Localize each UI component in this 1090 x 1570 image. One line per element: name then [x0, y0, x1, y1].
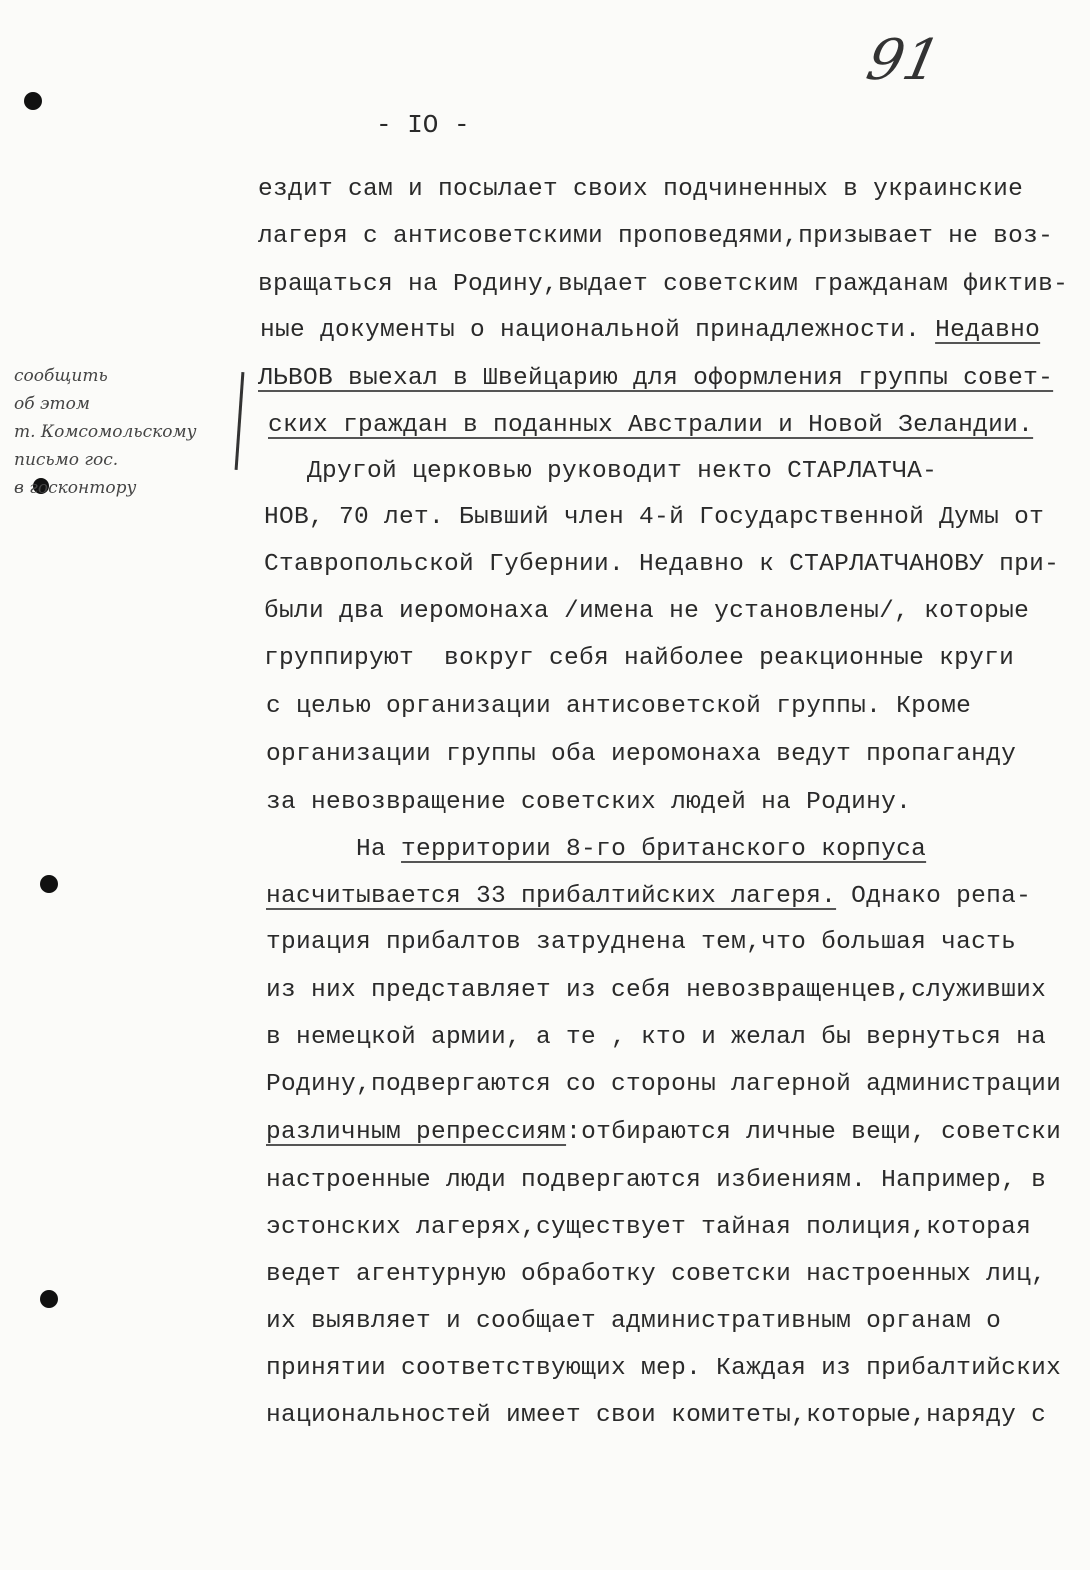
text-line: Другой церковью руководит некто СТАРЛАТЧА- — [262, 458, 938, 485]
punch-hole — [24, 92, 42, 110]
text-line: лагеря с антисоветскими проповедями,призывает не воз- — [258, 223, 1054, 250]
text-line: ведет агентурную обработку советски настроенных лиц, — [266, 1261, 1047, 1288]
underlined-text: насчитывается 33 прибалтийских лагеря. — [266, 883, 837, 910]
underlined-text: Недавно — [935, 317, 1041, 344]
text-segment: Однако репа- — [836, 883, 1032, 910]
text-line: с целью организации антисоветской группы. Кроме — [266, 693, 972, 720]
handwritten-folio-number: 91 — [861, 28, 947, 93]
underlined-text: ЛЬВОВ выехал в Швейцарию для оформления группы совет- — [258, 365, 1054, 392]
text-line: в немецкой армии, а те , кто и желал бы вернуться на — [266, 1024, 1047, 1051]
text-segment: :отбираются личные вещи, советски — [566, 1119, 1062, 1146]
text-segment: На — [266, 836, 402, 863]
text-line: за невозвращение советских людей на Родину. — [266, 789, 912, 816]
text-line: настроенные люди подвергаются избиениям. Например, в — [266, 1167, 1047, 1194]
punch-hole — [40, 875, 58, 893]
text-line: принятии соответствующих мер. Каждая из прибалтийских — [266, 1355, 1062, 1382]
handwritten-margin-note — [14, 362, 196, 502]
text-line: из них представляет из себя невозвращенцев,служивших — [266, 977, 1047, 1004]
text-line: их выявляет и сообщает административным органам о — [266, 1308, 1002, 1335]
text-line — [266, 882, 1031, 912]
margin-mark — [235, 372, 245, 470]
underlined-text: различным репрессиям — [266, 1119, 567, 1146]
text-line — [266, 1118, 1061, 1148]
text-line — [266, 835, 926, 865]
text-line: НОВ, 70 лет. Бывший член 4-й Государственной Думы от — [264, 504, 1045, 531]
text-line — [260, 316, 1040, 346]
page-number: - IO - — [376, 110, 470, 140]
text-line: были два иеромонаха /имена не установлены/, которые — [264, 598, 1030, 625]
text-line: Ставропольской Губернии. Недавно к СТАРЛАТЧАНОВУ при- — [264, 551, 1060, 578]
text-line — [268, 411, 1033, 441]
text-line: группируют вокруг себя найболее реакционные круги — [264, 645, 1015, 672]
handwritten-note-line: в госконтору — [14, 478, 137, 498]
text-line: эстонских лагерях,существует тайная полиция,которая — [266, 1214, 1032, 1241]
text-line: организации группы оба иеромонаха ведут пропаганду — [266, 741, 1017, 768]
text-line: вращаться на Родину,выдает советским гражданам фиктив- — [258, 271, 1069, 298]
text-line: ездит сам и посылает своих подчиненных в украинские — [258, 176, 1024, 203]
underlined-text: ских граждан в поданных Австралии и Новой Зеландии. — [268, 412, 1034, 439]
text-segment: ные документы о национальной принадлежности. — [260, 317, 936, 344]
text-line — [258, 364, 1053, 394]
handwritten-note-line: письмо гос. — [14, 450, 119, 470]
underlined-text: территории 8-го британского корпуса — [401, 836, 927, 863]
handwritten-note-line: сообщить — [14, 366, 108, 386]
punch-hole — [40, 1290, 58, 1308]
text-line: национальностей имеет свои комитеты,которые,наряду с — [266, 1402, 1047, 1429]
text-line: триация прибалтов затруднена тем,что большая часть — [266, 929, 1017, 956]
handwritten-note-line: т. Комсомольскому — [14, 422, 197, 442]
handwritten-note-line: об этом — [14, 394, 90, 414]
text-line: Родину,подвергаются со стороны лагерной администрации — [266, 1071, 1062, 1098]
